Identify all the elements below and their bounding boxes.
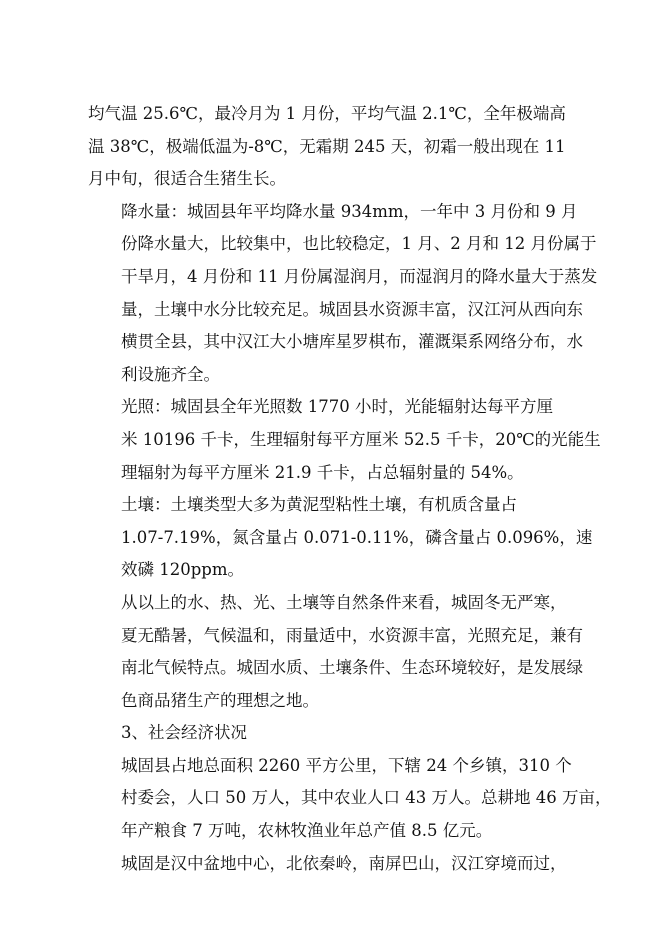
text-line: 份降水量大，比较集中，也比较稳定，1 月、2 月和 12 月份属于 [121, 234, 597, 254]
paragraph-geography [88, 848, 598, 881]
paragraph-precipitation [88, 196, 598, 392]
text-line: 从以上的水、热、光、土壤等自然条件来看，城固冬无严寒， [121, 592, 567, 612]
text-line: 夏无酷暑，气候温和，雨量适中，水资源丰富，光照充足，兼有 [121, 625, 583, 645]
text-line: 土壤：土壤类型大多为黄泥型粘性土壤，有机质含量占 [121, 495, 517, 515]
text-line: 干旱月，4 月份和 11 月份属湿润月，而湿润月的降水量大于蒸发 [121, 266, 598, 286]
document-body [88, 98, 612, 880]
text-line: 横贯全县，其中汉江大小塘库星罗棋布，灌溉渠系网络分布，水 [121, 332, 583, 352]
paragraph-section-heading [88, 717, 598, 750]
paragraph-sunlight [88, 391, 601, 489]
text-line: 城固是汉中盆地中心，北依秦岭，南屏巴山，汉江穿境而过， [121, 853, 567, 873]
text-line: 年产粮食 7 万吨，农林牧渔业年总产值 8.5 亿元。 [121, 821, 493, 841]
paragraph-economy [88, 750, 612, 848]
text-line: 降水量：城固县年平均降水量 934mm，一年中 3 月份和 9 月 [121, 201, 578, 221]
paragraph-soil [88, 489, 598, 587]
text-line: 3、社会经济状况 [121, 723, 247, 743]
text-line: 理辐射为每平方厘米 21.9 千卡，占总辐射量的 54%。 [121, 462, 524, 482]
paragraph-climate-temperature [88, 98, 598, 196]
text-line: 量，土壤中水分比较充足。城固县水资源丰富，汉江河从西向东 [121, 299, 583, 319]
text-line: 1.07-7.19%，氮含量占 0.071-0.11%，磷含量占 0.096%，速 [121, 527, 593, 547]
paragraph-summary [88, 587, 598, 717]
text-line: 村委会，人口 50 万人，其中农业人口 43 万人。总耕地 46 万亩， [121, 788, 612, 808]
text-line: 南北气候特点。城固水质、土壤条件、生态环境较好，是发展绿 [121, 658, 583, 678]
text-line: 均气温 25.6℃，最冷月为 1 月份，平均气温 2.1℃，全年极端高 [88, 104, 566, 123]
text-line: 利设施齐全。 [121, 364, 220, 384]
text-line: 城固县占地总面积 2260 平方公里，下辖 24 个乡镇，310 个 [121, 755, 572, 775]
text-line: 效磷 120ppm。 [121, 560, 245, 580]
text-line: 米 10196 千卡，生理辐射每平方厘米 52.5 千卡，20℃的光能生 [121, 429, 601, 449]
text-line: 色商品猪生产的理想之地。 [121, 690, 319, 710]
text-line: 月中旬，很适合生猪生长。 [88, 169, 286, 189]
text-line: 温 38℃，极端低温为-8℃，无霜期 245 天，初霜一般出现在 11 [88, 136, 566, 156]
text-line: 光照：城固县全年光照数 1770 小时，光能辐射达每平方厘 [121, 397, 553, 417]
